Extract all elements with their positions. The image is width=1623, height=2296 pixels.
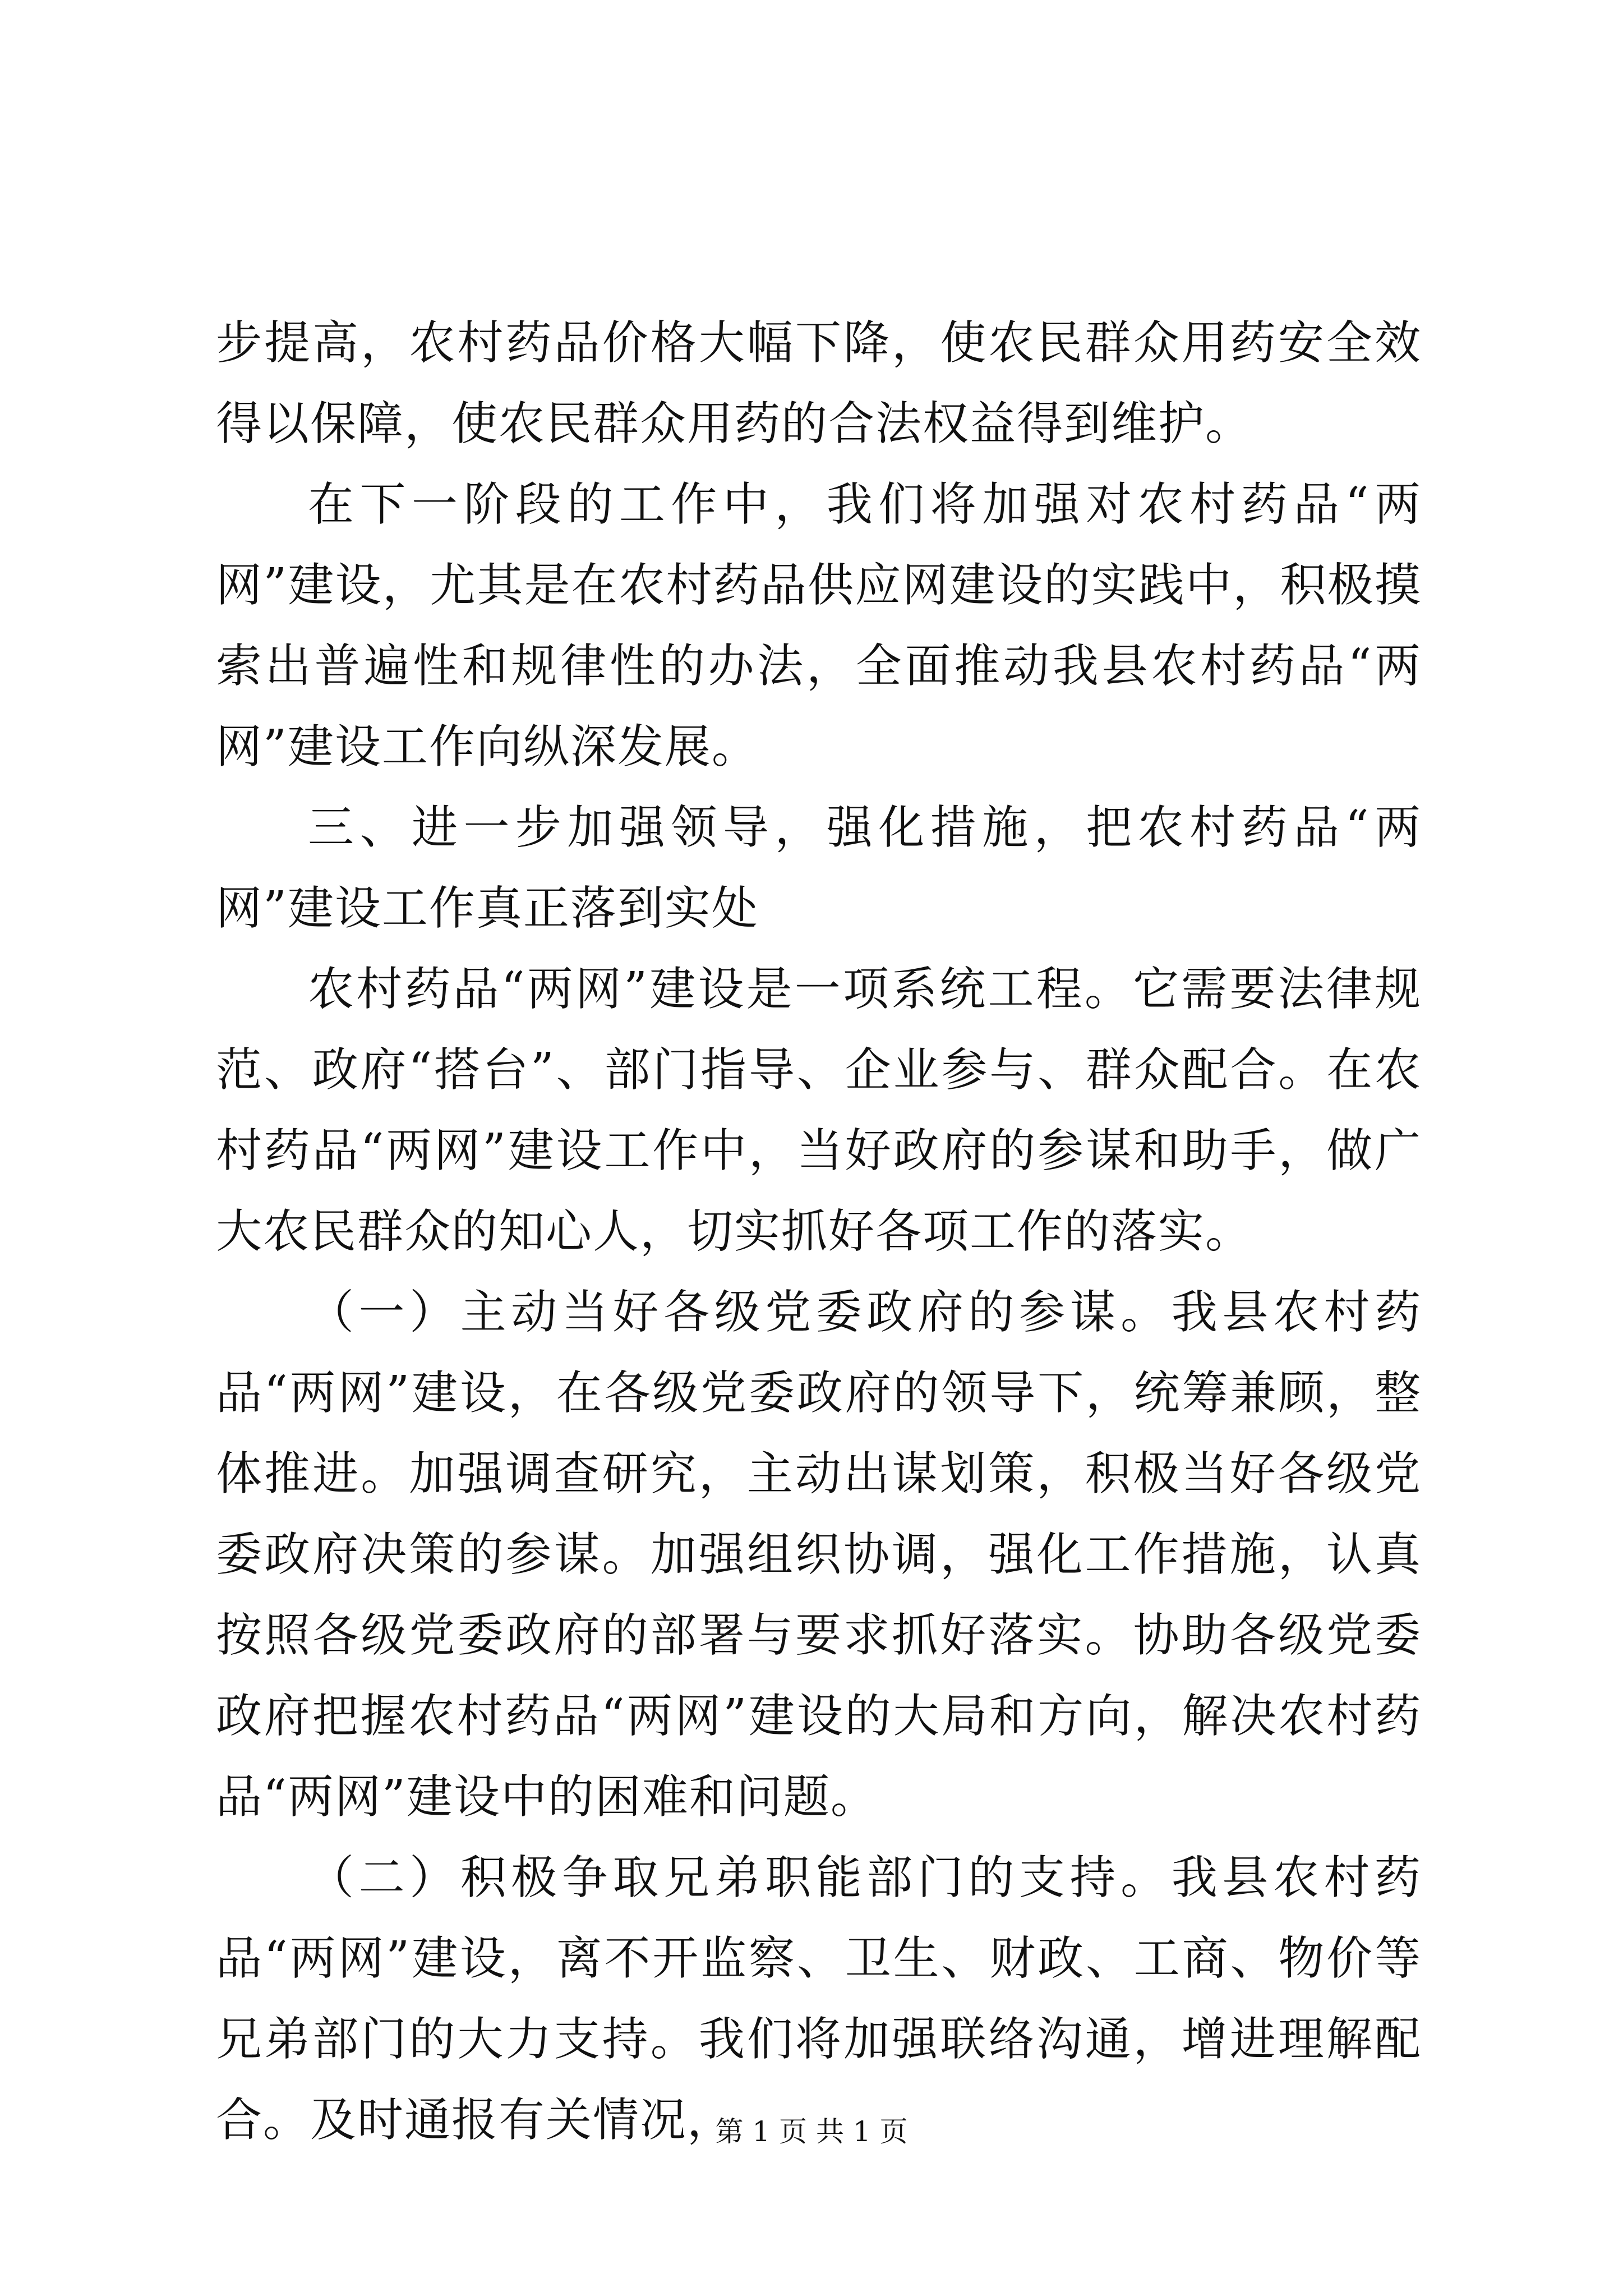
paragraph-1: 步提高，农村药品价格大幅下降，使农民群众用药安全效得以保障，使农民群众用药的合法权益得到维护。 [216, 316, 1422, 450]
section-heading-3: 三、进一步加强领导，强化措施，把农村药品“两网”建设工作真正落到实处 [216, 801, 1422, 935]
document-body [216, 303, 1422, 2161]
paragraph-4: 农村药品“两网”建设是一项系统工程。它需要法律规范、政府“搭台”、部门指导、企业参与、群众配合。在农村药品“两网”建设工作中，当好政府的参谋和助手，做广大农民群众的知心人，切实抓好各项工作的落实。 [216, 963, 1422, 1258]
paragraph-2: 在下一阶段的工作中，我们将加强对农村药品“两网”建设，尤其是在农村药品供应网建设的实践中，积极摸索出普遍性和规律性的办法，全面推动我县农村药品“两网”建设工作向纵深发展。 [216, 478, 1422, 774]
page-footer: 第 1 页 共 1 页 [715, 2115, 908, 2148]
paragraph-5: （一）主动当好各级党委政府的参谋。我县农村药品“两网”建设，在各级党委政府的领导下，统筹兼顾，整体推进。加强调查研究，主动出谋划策，积极当好各级党委政府决策的参谋。加强组织协调，强化工作措施，认真按照各级党委政府的部署与要求抓好落实。协助各级党委政府把握农村药品“两网”建设的大局和方向，解决农村药品“两网”建设中的困难和问题。 [216, 1286, 1422, 1824]
paragraph-6: （二）积极争取兄弟职能部门的支持。我县农村药品“两网”建设，离不开监察、卫生、财政、工商、物价等兄弟部门的大力支持。我们将加强联络沟通，增进理解配合。及时通报有关情况， [216, 1851, 1422, 2147]
